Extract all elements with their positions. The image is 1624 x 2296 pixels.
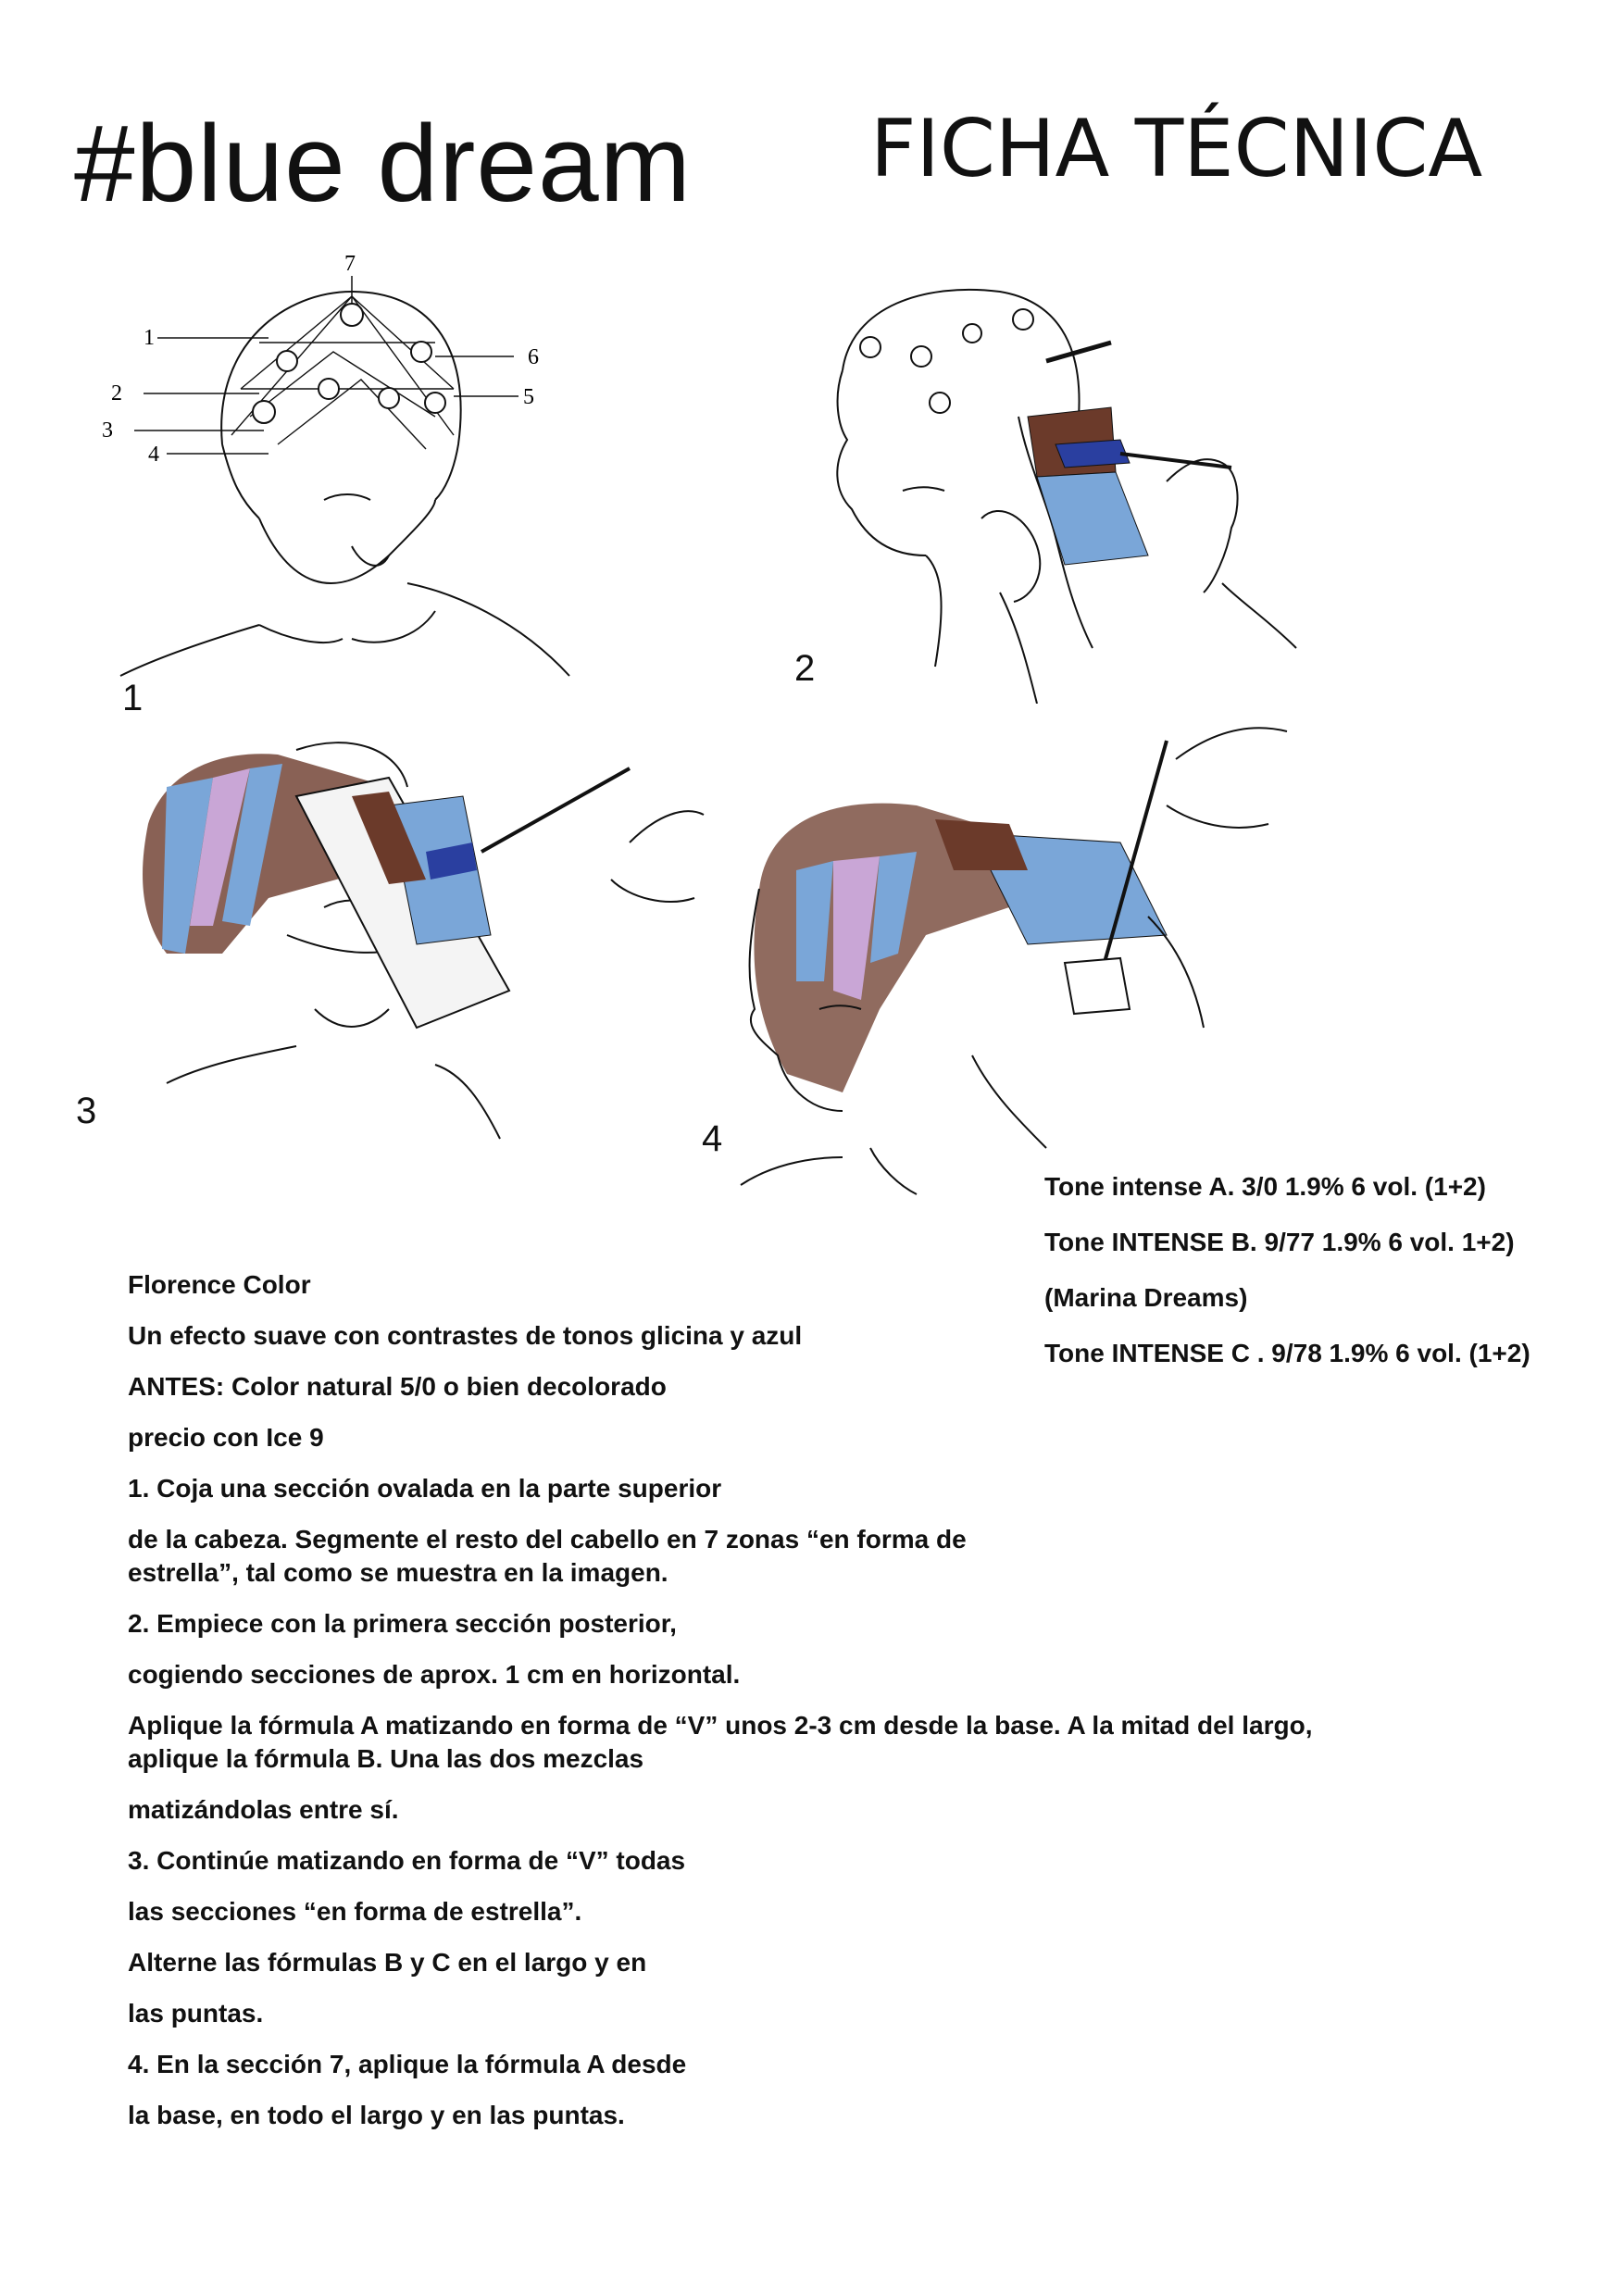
page-title: #blue dream: [74, 103, 692, 225]
section-label: 3: [102, 418, 113, 443]
tone-c: Tone INTENSE C . 9/78 1.9% 6 vol. (1+2): [1044, 1339, 1530, 1367]
figure-2-number: 2: [794, 648, 816, 689]
price-line: precio con Ice 9: [128, 1423, 324, 1452]
step-1-line-2: de la cabeza. Segmente el resto del cabello en 7 zonas “en forma de estrella”, tal como se muestra en la imagen.: [128, 1525, 967, 1587]
step-3-line-2: las secciones “en forma de estrella”.: [128, 1897, 582, 1926]
step-2-line-1: 2. Empiece con la primera sección posterior,: [128, 1609, 677, 1638]
section-label: 2: [111, 381, 122, 406]
section-label: 6: [528, 345, 539, 369]
step-2-line-2: cogiendo secciones de aprox. 1 cm en horizontal.: [128, 1660, 741, 1689]
step-4-line-1: 4. En la sección 7, aplique la fórmula A desde: [128, 2050, 687, 2078]
figure-4-illustration: [731, 704, 1380, 1204]
section-label: 4: [148, 443, 159, 467]
brand-line: Florence Color: [128, 1270, 311, 1299]
section-label: 1: [144, 326, 155, 350]
section-label: 7: [344, 252, 356, 276]
section-label: 5: [523, 385, 534, 409]
tone-a: Tone intense A. 3/0 1.9% 6 vol. (1+2): [1044, 1172, 1486, 1201]
step-4-line-2: la base, en todo el largo y en las puntas.: [128, 2101, 625, 2129]
step-3-line-3: Alterne las fórmulas B y C en el largo y en: [128, 1948, 647, 1977]
tone-b: Tone INTENSE B. 9/77 1.9% 6 vol. 1+2): [1044, 1228, 1515, 1256]
figure-3-number: 3: [76, 1091, 97, 1131]
step-3-line-1: 3. Continúe matizando en forma de “V” todas: [128, 1846, 686, 1875]
step-2-line-4: matizándolas entre sí.: [128, 1795, 399, 1824]
figure-1-number: 1: [122, 678, 144, 718]
figure-3-illustration: [111, 713, 713, 1148]
step-1-line-1: 1. Coja una sección ovalada en la parte superior: [128, 1474, 722, 1503]
document-title: FICHA TÉCNICA: [870, 103, 1483, 195]
instructions: [128, 1268, 1517, 2150]
tone-b-note: (Marina Dreams): [1044, 1283, 1248, 1312]
step-3-line-4: las puntas.: [128, 1999, 264, 2028]
before-line: ANTES: Color natural 5/0 o bien decolorado: [128, 1372, 667, 1401]
description-line: Un efecto suave con contrastes de tonos glicina y azul: [128, 1321, 803, 1350]
step-2-line-3: Aplique la fórmula A matizando en forma de “V” unos 2-3 cm desde la base. A la mitad del largo, aplique la fórmula B. Una las dos mezclas: [128, 1711, 1313, 1773]
figure-4-number: 4: [702, 1118, 723, 1159]
figure-1-illustration: [102, 250, 620, 685]
figure-2-illustration: [815, 278, 1389, 704]
